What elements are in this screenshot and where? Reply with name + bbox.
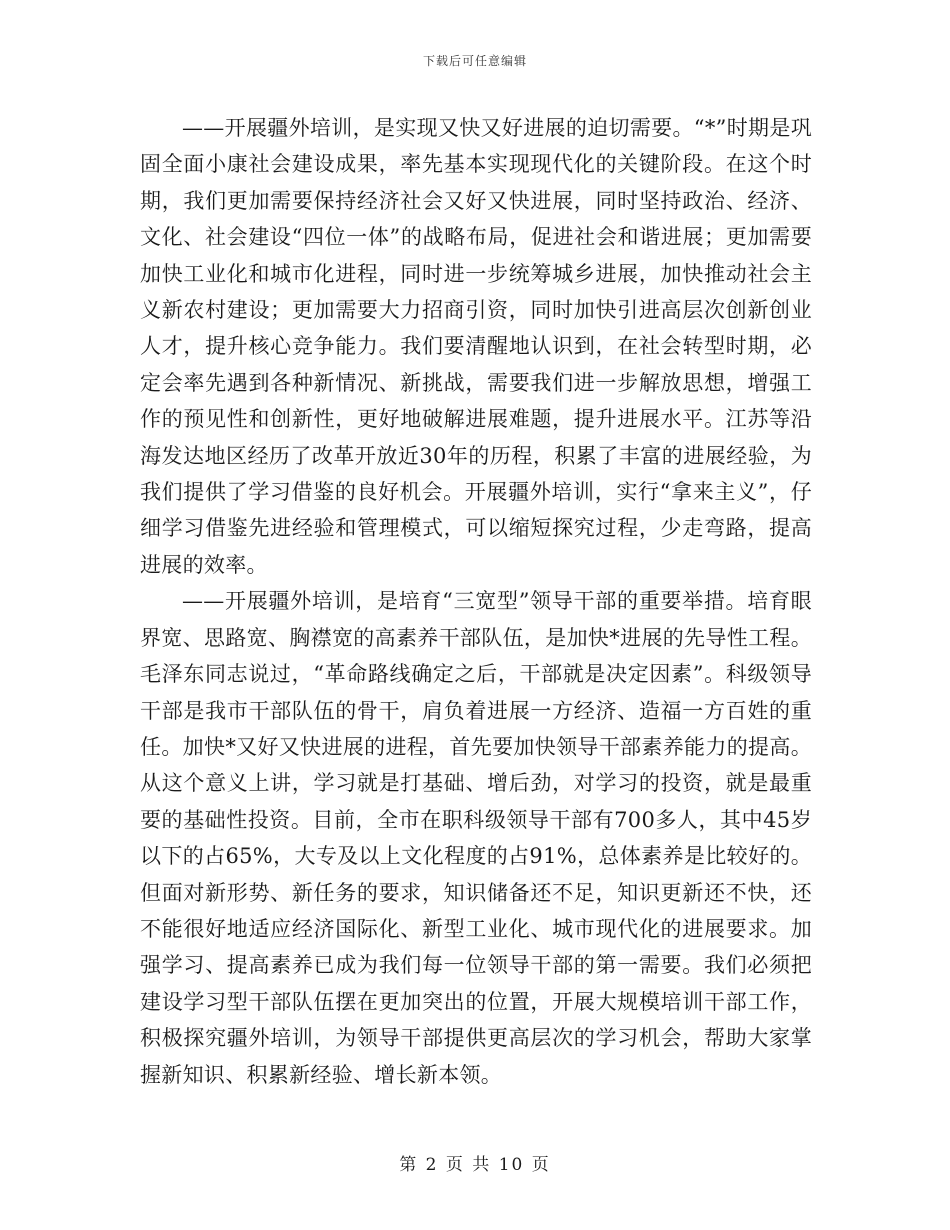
header-note: 下载后可任意编辑 <box>422 54 527 68</box>
paragraph-1: ——开展疆外培训，是实现又快又好进展的迫切需要。“*”时期是巩固全面小康社会建设成果，率先基本实现现代化的关键阶段。在这个时期，我们更加需要保持经济社会又好又快进展，同时坚持政治、经济、文化、社会建设“四位一体”的战略布局，促进社会和谐进展；更加需要加快工业化和城市化进程，同时进一步统筹城乡进展，加快推动社会主义新农村建设；更加需要大力招商引资，同时加快引进高层次创新创业人才，提升核心竞争能力。我们要清醒地认识到，在社会转型时期，必定会率先遇到各种新情况、新挑战，需要我们进一步解放思想，增强工作的预见性和创新性，更好地破解进展难题，提升进展水平。江苏等沿海发达地区经历了改革开放近30年的历程，积累了丰富的进展经验，为我们提供了学习借鉴的良好机会。开展疆外培训，实行“拿来主义”，仔细学习借鉴先进经验和管理模式，可以缩短探究过程，少走弯路，提高进展的效率。 <box>140 116 812 577</box>
paragraph-2: ——开展疆外培训，是培育“三宽型”领导干部的重要举措。培育眼界宽、思路宽、胸襟宽的高素养干部队伍，是加快*进展的先导性工程。毛泽东同志说过，“革命路线确定之后，干部就是决定因素”。科级领导干部是我市干部队伍的骨干，肩负着进展一方经济、造福一方百姓的重任。加快*又好又快进展的进程，首先要加快领导干部素养能力的提高。从这个意义上讲，学习就是打基础、增后劲，对学习的投资，就是最重要的基础性投资。目前，全市在职科级领导干部有700多人，其中45岁以下的占65%，大专及以上文化程度的占91%，总体素养是比较好的。但面对新形势、新任务的要求，知识储备还不足，知识更新还不快，还不能很好地适应经济国际化、新型工业化、城市现代化的进展要求。加强学习、提高素养已成为我们每一位领导干部的第一需要。我们必须把建设学习型干部队伍摆在更加突出的位置，开展大规模培训干部工作，积极探究疆外培训，为领导干部提供更高层次的学习机会，帮助大家掌握新知识、积累新经验、增长新本领。 <box>140 589 812 1087</box>
page-number: 第 2 页 共 10 页 <box>399 1155 551 1175</box>
document-body <box>140 110 812 1093</box>
